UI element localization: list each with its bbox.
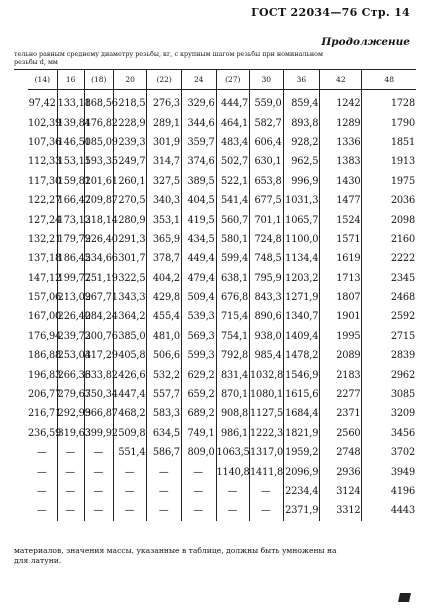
table-row [28, 288, 416, 307]
table-cell: 653,8 [250, 172, 284, 191]
table-row [28, 346, 416, 365]
table-cell: 340,3 [147, 191, 182, 210]
column-header: 30 [250, 70, 284, 90]
table-cell: 300,76 [84, 327, 113, 346]
table-cell: 146,50 [57, 133, 84, 152]
table-cell: 870,1 [216, 385, 250, 404]
table-cell: 2234,4 [283, 482, 320, 501]
table-cell: 186,45 [57, 249, 84, 268]
table-cell: 139,84 [57, 113, 84, 132]
table-cell: — [113, 482, 147, 501]
table-cell: 3702 [362, 443, 416, 462]
table-cell: — [57, 482, 84, 501]
table-cell: 1901 [320, 307, 362, 326]
table-cell: 1684,4 [283, 404, 320, 423]
column-header: (14) [28, 70, 57, 90]
table-cell: 301,7 [113, 249, 147, 268]
table-cell: 2183 [320, 365, 362, 384]
mass-table [28, 70, 416, 521]
table-cell: 1995 [320, 327, 362, 346]
table-cell: 4443 [362, 501, 416, 520]
table-cell: 1851 [362, 133, 416, 152]
table-cell: 267,71 [84, 288, 113, 307]
table-cell: — [181, 462, 216, 481]
table-cell: — [37, 505, 47, 517]
table-cell: 1411,8 [250, 462, 284, 481]
table-cell: 1807 [320, 288, 362, 307]
table-cell: 582,7 [250, 113, 284, 132]
table-cell: 301,9 [147, 133, 182, 152]
table-cell: 3209 [362, 404, 416, 423]
table-cell: 374,6 [181, 152, 216, 171]
table-row [28, 443, 416, 462]
table-cell: 569,3 [181, 327, 216, 346]
table-cell: 266,36 [57, 365, 84, 384]
table-cell: — [216, 482, 250, 501]
table-cell: 1615,6 [283, 385, 320, 404]
column-header: (22) [147, 70, 182, 90]
table-cell: 629,2 [181, 365, 216, 384]
table-cell: 748,5 [250, 249, 284, 268]
table-cell: 176,94 [28, 330, 62, 342]
table-cell: 434,5 [181, 230, 216, 249]
table-cell: — [113, 501, 147, 520]
column-header: 42 [320, 70, 362, 90]
table-cell: 270,5 [113, 191, 147, 210]
table-cell: 689,2 [181, 404, 216, 423]
table-cell: 319,63 [57, 424, 84, 443]
table-cell: 147,12 [28, 272, 62, 284]
page-corner-mark [398, 593, 411, 602]
table-cell: 831,4 [216, 365, 250, 384]
table-cell: 908,8 [216, 404, 250, 423]
table-cell: 890,6 [250, 307, 284, 326]
column-header: 16 [57, 70, 84, 90]
table-cell: 2345 [362, 269, 416, 288]
table-cell: — [113, 462, 147, 481]
table-cell: 1713 [320, 269, 362, 288]
table-cell: 2371,9 [283, 501, 320, 520]
table-cell: 404,5 [181, 191, 216, 210]
table-cell: 359,7 [181, 133, 216, 152]
table-cell: 201,61 [84, 172, 113, 191]
table-cell: 551,4 [113, 443, 147, 462]
table-cell: — [147, 501, 182, 520]
table-cell: 630,1 [250, 152, 284, 171]
table-cell: 1913 [362, 152, 416, 171]
table-cell: 938,0 [250, 327, 284, 346]
footer-line-1: материалов, значения массы, указанные в таблице, должны быть умножены на [14, 546, 337, 555]
table-cell: 284,24 [84, 307, 113, 326]
table-cell: 2160 [362, 230, 416, 249]
table-cell: — [84, 501, 113, 520]
table-cell: 389,5 [181, 172, 216, 191]
table-row [28, 385, 416, 404]
caption-line-2: резьбы d, мм [14, 58, 58, 66]
table-row [28, 327, 416, 346]
table-row [28, 249, 416, 268]
table-cell: 557,7 [147, 385, 182, 404]
table-cell: 506,6 [147, 346, 182, 365]
table-cell: 1242 [320, 90, 362, 114]
table-cell: 599,4 [216, 249, 250, 268]
table-cell: 447,4 [113, 385, 147, 404]
table-cell: — [57, 501, 84, 520]
table-cell: 1409,4 [283, 327, 320, 346]
table-cell: 2222 [362, 249, 416, 268]
table-cell: 426,6 [113, 365, 147, 384]
table-cell: 1975 [362, 172, 416, 191]
table-cell: 209,87 [84, 191, 113, 210]
table-cell: 137,18 [28, 253, 62, 265]
table-cell: 479,4 [181, 269, 216, 288]
table-cell: 1134,4 [283, 249, 320, 268]
table-cell: 199,77 [57, 269, 84, 288]
table-cell: 3949 [362, 462, 416, 481]
table-cell: 1477 [320, 191, 362, 210]
table-row [28, 191, 416, 210]
table-cell: 541,4 [216, 191, 250, 210]
table-cell: 176,82 [84, 113, 113, 132]
table-cell: 218,14 [84, 210, 113, 229]
table-cell: 216,71 [28, 408, 62, 420]
column-header: 24 [181, 70, 216, 90]
table-row [28, 269, 416, 288]
table-row [28, 172, 416, 191]
table-cell: 289,1 [147, 113, 182, 132]
table-cell: 1100,0 [283, 230, 320, 249]
table-cell: 168,56 [84, 90, 113, 114]
table-cell: 1317,0 [250, 443, 284, 462]
table-cell: 509,8 [113, 424, 147, 443]
table-cell: 322,5 [113, 269, 147, 288]
table-row [28, 113, 416, 132]
table-cell: — [84, 462, 113, 481]
table-row [28, 462, 416, 481]
table-cell: 279,67 [57, 385, 84, 404]
table-cell: 2098 [362, 210, 416, 229]
table-cell: 185,09 [84, 133, 113, 152]
table-cell: — [216, 501, 250, 520]
column-header: 48 [362, 70, 416, 90]
table-cell: 1127,5 [250, 404, 284, 423]
table-cell: 353,1 [147, 210, 182, 229]
table-cell: 1203,2 [283, 269, 320, 288]
table-cell: 444,7 [216, 90, 250, 114]
table-cell: 1032,8 [250, 365, 284, 384]
table-cell: 754,1 [216, 327, 250, 346]
table-cell: 2962 [362, 365, 416, 384]
table-cell: 291,3 [113, 230, 147, 249]
column-header: (27) [216, 70, 250, 90]
table-cell: 404,2 [147, 269, 182, 288]
table-cell: 2036 [362, 191, 416, 210]
footer-line-2: для латуни. [14, 556, 62, 565]
table-cell: 724,8 [250, 230, 284, 249]
table-cell: 996,9 [283, 172, 320, 191]
table-cell: 218,5 [113, 90, 147, 114]
table-cell: 659,2 [181, 385, 216, 404]
table-cell: 234,66 [84, 249, 113, 268]
table-cell: 843,3 [250, 288, 284, 307]
table-cell: 481,0 [147, 327, 182, 346]
table-cell: — [84, 482, 113, 501]
table-cell: 962,5 [283, 152, 320, 171]
table-cell: 2468 [362, 288, 416, 307]
table-row [28, 210, 416, 229]
table-cell: 327,5 [147, 172, 182, 191]
table-cell: 1821,9 [283, 424, 320, 443]
table-cell: 344,6 [181, 113, 216, 132]
table-cell: — [147, 482, 182, 501]
table-cell: 749,1 [181, 424, 216, 443]
table-cell: 583,3 [147, 404, 182, 423]
table-cell: 206,77 [28, 389, 62, 401]
table-cell: 560,7 [216, 210, 250, 229]
table-cell: — [181, 501, 216, 520]
table-cell: 2089 [320, 346, 362, 365]
table-cell: 179,79 [57, 230, 84, 249]
table-header-row [28, 70, 416, 90]
table-cell: 132,21 [28, 233, 62, 245]
table-cell: 419,5 [181, 210, 216, 229]
table-cell: 676,8 [216, 288, 250, 307]
table-cell: 399,92 [84, 424, 113, 443]
table-cell: 186,88 [28, 350, 62, 362]
table-cell: 1080,1 [250, 385, 284, 404]
caption-line-1: тельно равным среднему диаметру резьбы, кг, с крупным шагом резьбы при номинальном [14, 50, 323, 58]
table-cell: 276,3 [147, 90, 182, 114]
table-cell: 1271,9 [283, 288, 320, 307]
table-cell: 795,9 [250, 269, 284, 288]
table-cell: 3312 [320, 501, 362, 520]
table-cell: 167,00 [28, 311, 62, 323]
continuation-label: Продолжение [321, 36, 410, 48]
footer-note [14, 546, 416, 566]
table-cell: 4196 [362, 482, 416, 501]
table-cell: 228,9 [113, 113, 147, 132]
table-cell: 455,4 [147, 307, 182, 326]
table-cell: 280,9 [113, 210, 147, 229]
table-cell: 112,33 [28, 156, 62, 168]
table-cell: — [37, 466, 47, 478]
table-cell: 107,36 [28, 136, 62, 148]
table-cell: 3085 [362, 385, 416, 404]
table-cell: — [57, 462, 84, 481]
table-cell: 1063,5 [216, 443, 250, 462]
table-cell: 1065,7 [283, 210, 320, 229]
document-header: ГОСТ 22034—76 Стр. 14 [251, 6, 410, 19]
table-cell: 634,5 [147, 424, 182, 443]
table-cell: 1571 [320, 230, 362, 249]
table-cell: — [181, 482, 216, 501]
table-caption [14, 50, 414, 66]
table-cell: 1790 [362, 113, 416, 132]
table-cell: 1031,3 [283, 191, 320, 210]
table-cell: 1728 [362, 90, 416, 114]
table-row [28, 307, 416, 326]
table-cell: 1336 [320, 133, 362, 152]
table-cell: — [250, 482, 284, 501]
table-cell: 193,35 [84, 152, 113, 171]
table-cell: 638,1 [216, 269, 250, 288]
table-row [28, 501, 416, 520]
table-body [28, 90, 416, 521]
table-cell: 986,1 [216, 424, 250, 443]
table-cell: 1478,2 [283, 346, 320, 365]
table-cell: 1430 [320, 172, 362, 191]
table-cell: 2715 [362, 327, 416, 346]
table-cell: 3124 [320, 482, 362, 501]
table-cell: 2371 [320, 404, 362, 423]
table-cell: 317,29 [84, 346, 113, 365]
table-cell: 239,3 [113, 133, 147, 152]
table-cell: 2936 [320, 462, 362, 481]
table-cell: 236,59 [28, 427, 62, 439]
table-cell: 133,18 [57, 90, 84, 114]
column-header: 20 [113, 70, 147, 90]
table-cell: 580,1 [216, 230, 250, 249]
table-cell: 2592 [362, 307, 416, 326]
table-cell: 893,8 [283, 113, 320, 132]
table-cell: — [57, 443, 84, 462]
table-cell: 251,19 [84, 269, 113, 288]
table-cell: 2560 [320, 424, 362, 443]
table-cell: 2748 [320, 443, 362, 462]
table-cell: 213,09 [57, 288, 84, 307]
table-cell: 1340,7 [283, 307, 320, 326]
table-cell: 1383 [320, 152, 362, 171]
table-row [28, 230, 416, 249]
table-cell: 599,3 [181, 346, 216, 365]
table-cell: 365,9 [147, 230, 182, 249]
table-cell: 677,5 [250, 191, 284, 210]
table-cell: 249,7 [113, 152, 147, 171]
table-cell: — [37, 447, 47, 459]
table-row [28, 404, 416, 423]
table-cell: 329,6 [181, 90, 216, 114]
table-cell: 701,1 [250, 210, 284, 229]
table-cell: 226,40 [84, 230, 113, 249]
table-cell: 153,15 [57, 152, 84, 171]
table-cell: 97,42 [28, 98, 56, 110]
table-cell: 429,8 [147, 288, 182, 307]
table-cell: 127,24 [28, 214, 62, 226]
table-cell: — [250, 501, 284, 520]
table-cell: 166,47 [57, 191, 84, 210]
table-cell: 117,30 [28, 175, 62, 187]
table-cell: 539,3 [181, 307, 216, 326]
table-cell: 196,83 [28, 369, 62, 381]
table-cell: 405,8 [113, 346, 147, 365]
table-cell: 468,2 [113, 404, 147, 423]
table-cell: 239,72 [57, 327, 84, 346]
table-cell: 715,4 [216, 307, 250, 326]
column-header: 36 [283, 70, 320, 90]
table-cell: 157,06 [28, 292, 62, 304]
table-cell: 378,7 [147, 249, 182, 268]
table-cell: 1524 [320, 210, 362, 229]
table-cell: 364,2 [113, 307, 147, 326]
table-row [28, 152, 416, 171]
table-cell: — [37, 486, 47, 497]
table-cell: 102,39 [28, 117, 62, 129]
table-cell: 260,1 [113, 172, 147, 191]
table-cell: 292,99 [57, 404, 84, 423]
table-cell: 1619 [320, 249, 362, 268]
table-cell: 1289 [320, 113, 362, 132]
table-cell: 532,2 [147, 365, 182, 384]
table-cell: 1959,2 [283, 443, 320, 462]
table-row [28, 482, 416, 501]
table-cell: 226,40 [57, 307, 84, 326]
table-cell: 350,34 [84, 385, 113, 404]
table-cell: 333,82 [84, 365, 113, 384]
table-cell: 253,04 [57, 346, 84, 365]
table-cell: 173,13 [57, 210, 84, 229]
table-cell: 366,87 [84, 404, 113, 423]
table-cell: 606,4 [250, 133, 284, 152]
table-row [28, 133, 416, 152]
table-cell: 792,8 [216, 346, 250, 365]
table-cell: 385,0 [113, 327, 147, 346]
table-cell: 343,3 [113, 288, 147, 307]
table-cell: 159,81 [57, 172, 84, 191]
table-cell: 522,1 [216, 172, 250, 191]
table-cell: 1222,3 [250, 424, 284, 443]
table-cell: 559,0 [250, 90, 284, 114]
table-cell: 314,7 [147, 152, 182, 171]
table-cell: 928,2 [283, 133, 320, 152]
table-cell: 502,7 [216, 152, 250, 171]
table-cell: 3456 [362, 424, 416, 443]
table-cell: 859,4 [283, 90, 320, 114]
table-cell: 1546,9 [283, 365, 320, 384]
table-cell: 586,7 [147, 443, 182, 462]
table-cell: 2839 [362, 346, 416, 365]
table-cell: 985,4 [250, 346, 284, 365]
table-cell: — [84, 443, 113, 462]
table-cell: — [147, 462, 182, 481]
table-cell: 2096,9 [283, 462, 320, 481]
table-cell: 464,1 [216, 113, 250, 132]
table-cell: 809,0 [181, 443, 216, 462]
table-row [28, 365, 416, 384]
table-cell: 1140,8 [216, 462, 250, 481]
table-row [28, 424, 416, 443]
table-cell: 2277 [320, 385, 362, 404]
table-cell: 483,4 [216, 133, 250, 152]
table-cell: 509,4 [181, 288, 216, 307]
table-cell: 449,4 [181, 249, 216, 268]
table-row [28, 90, 416, 114]
column-header: (18) [84, 70, 113, 90]
table-cell: 122,27 [28, 195, 62, 207]
